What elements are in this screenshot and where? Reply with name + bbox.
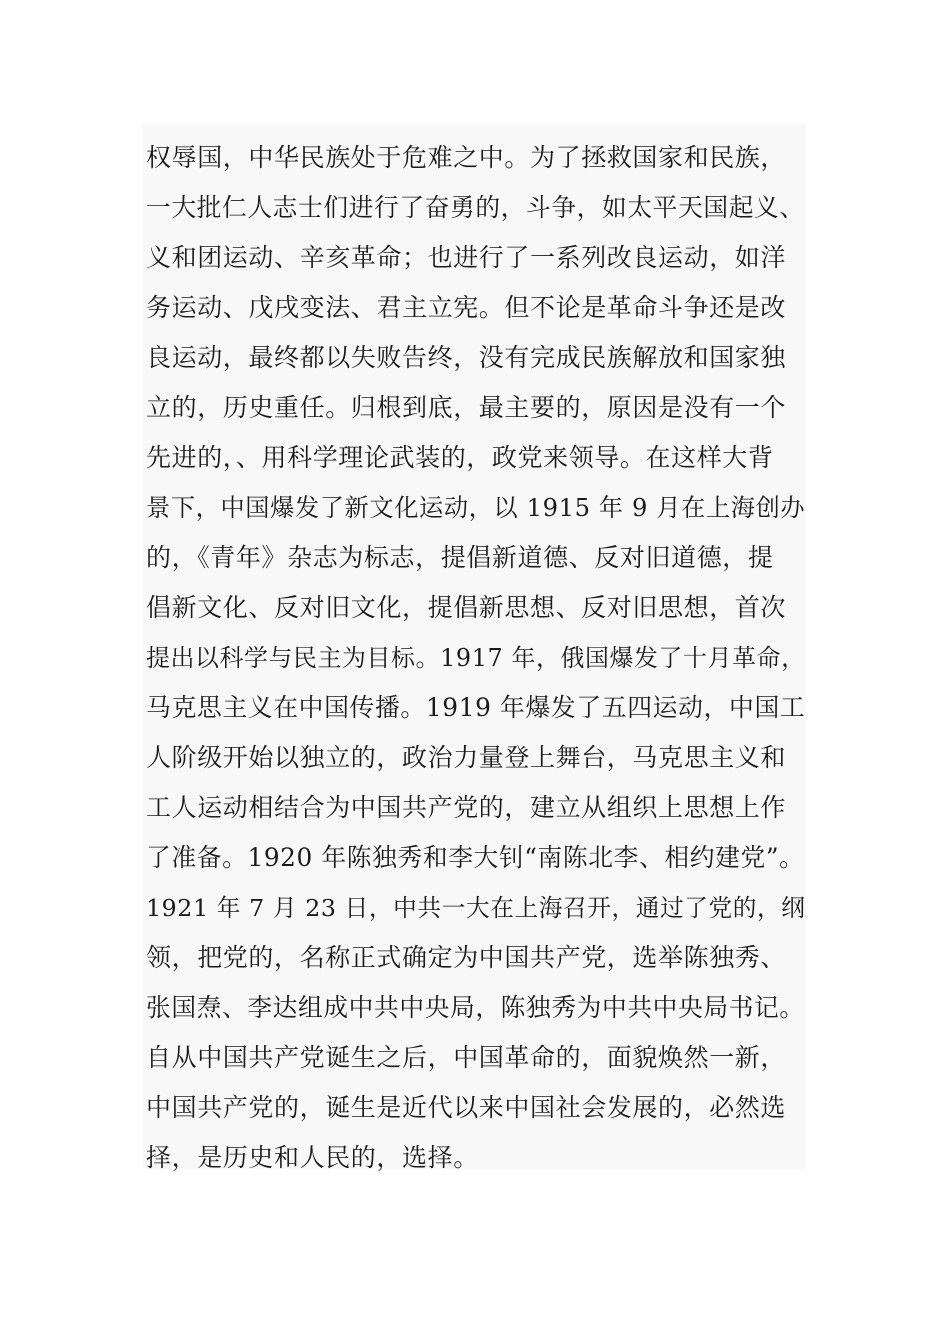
body-text xyxy=(143,124,806,1172)
text-line: 良运动，最终都以失败告终，没有完成民族解放和国家独 xyxy=(146,343,787,372)
text-line: 倡新文化、反对旧文化，提倡新思想、反对旧思想，首次 xyxy=(146,593,787,622)
text-line: 择，是历史和人民的，选择。 xyxy=(146,1143,479,1172)
text-line: 提出以科学与民主为目标。1917 年，俄国爆发了十月革命， xyxy=(146,644,806,672)
text-line: 马克思主义在中国传播。1919 年爆发了五四运动，中国工 xyxy=(146,693,806,722)
text-line: 领，把党的，名称正式确定为中国共产党，选举陈独秀、 xyxy=(146,943,787,972)
text-line: 人阶级开始以独立的，政治力量登上舞台，马克思主义和 xyxy=(146,743,787,772)
text-line: 务运动、戊戌变法、君主立宪。但不论是革命斗争还是改 xyxy=(146,293,787,322)
text-line: 义和团运动、辛亥革命；也进行了一系列改良运动，如洋 xyxy=(146,243,787,272)
text-line: 一大批仁人志士们进行了奋勇的，斗争，如太平天国起义、 xyxy=(146,193,805,222)
text-line: 景下，中国爆发了新文化运动，以 1915 年 9 月在上海创办 xyxy=(146,494,806,522)
text-line: 自从中国共产党诞生之后，中国革命的，面貌焕然一新， xyxy=(146,1043,787,1072)
text-line: 先进的，、用科学理论武装的，政党来领导。在这样大背 xyxy=(146,443,774,472)
text-line: 中国共产党的，诞生是近代以来中国社会发展的，必然选 xyxy=(146,1093,787,1122)
text-line: 权辱国，中华民族处于危难之中。为了拯救国家和民族， xyxy=(146,143,787,172)
text-line: 立的，历史重任。归根到底，最主要的，原因是没有一个 xyxy=(146,393,787,422)
text-line: 1921 年 7 月 23 日，中共一大在上海召开，通过了党的，纲 xyxy=(146,894,806,922)
text-line: 工人运动相结合为中国共产党的，建立从组织上思想上作 xyxy=(146,793,787,822)
text-line: 张国焘、李达组成中共中央局，陈独秀为中共中央局书记。 xyxy=(146,993,805,1022)
text-line: 了准备。1920 年陈独秀和李大钊“南陈北李、相约建党”。 xyxy=(146,843,805,872)
text-line: 的，《青年》杂志为标志，提倡新道德、反对旧道德，提 xyxy=(146,543,774,572)
